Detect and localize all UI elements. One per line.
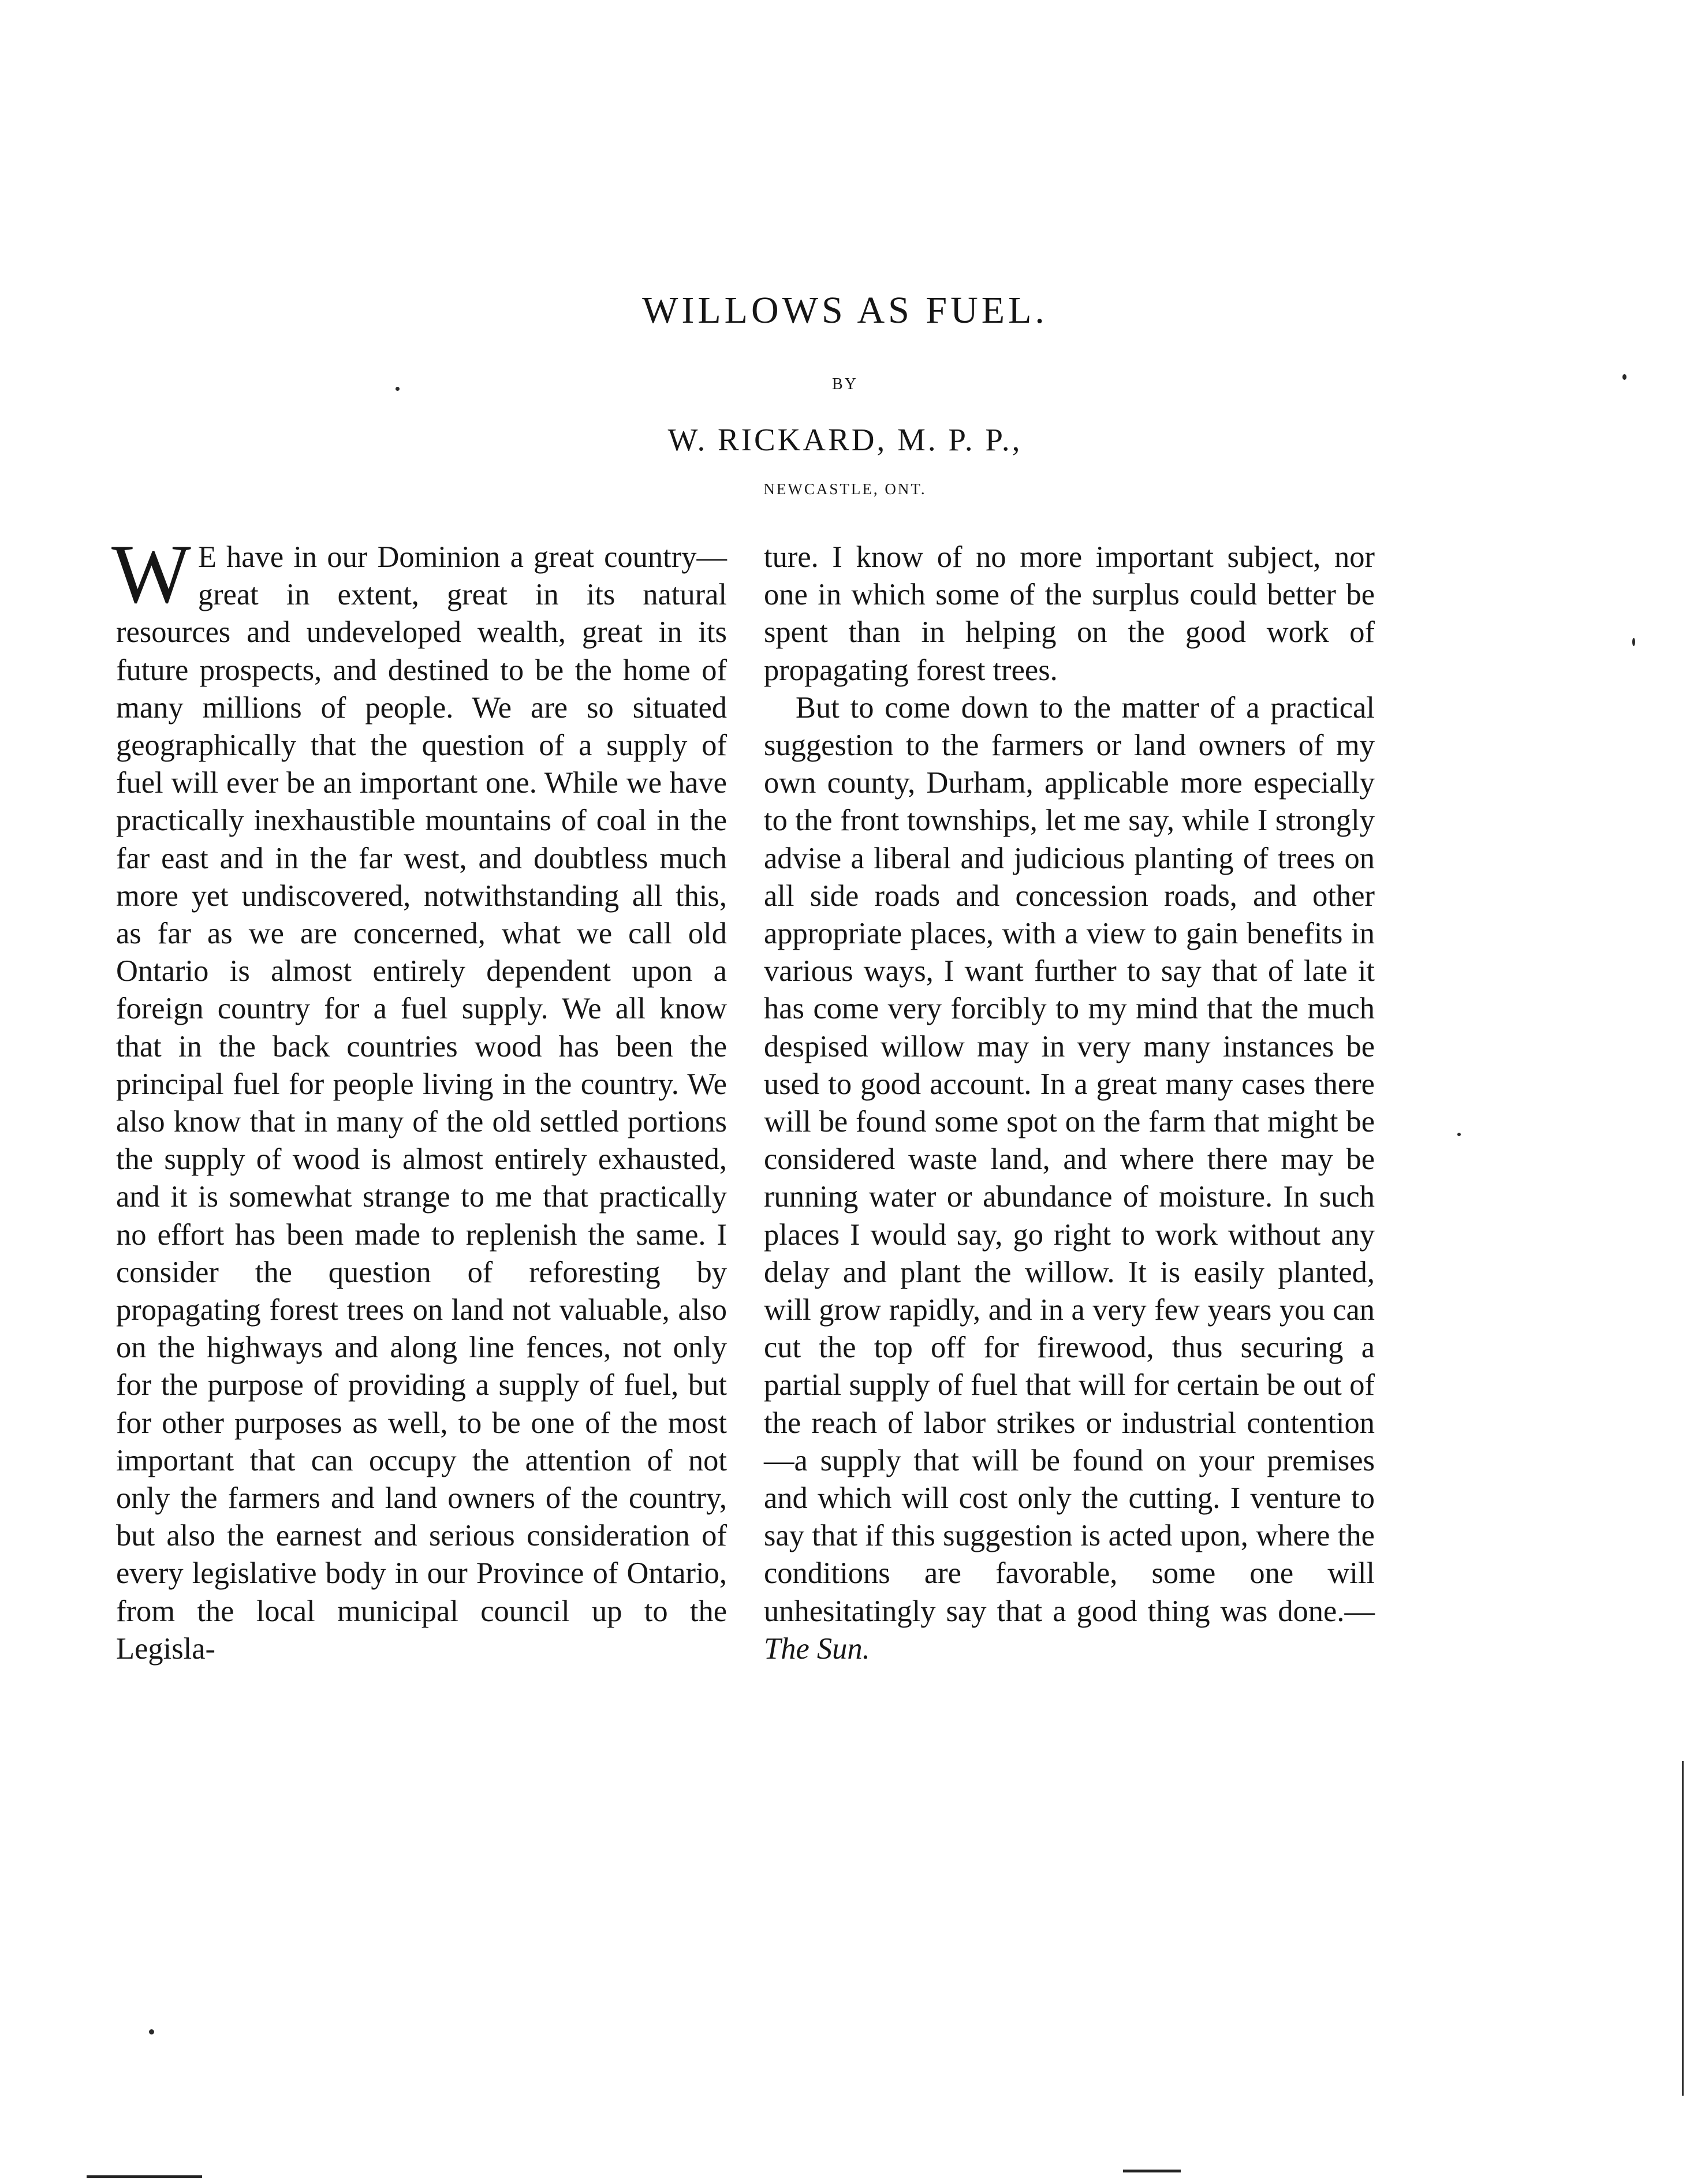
paragraph-suggestion-text: But to come down to the matter of a practical suggestion to the farmers or land owners of my own county, Durham, applicable more especially to the front townships, let me say, while I strongly advise a liberal and judicious planting of trees on all side roads and concession roads, and other appropriate places, with a view to gain benefits in various ways, I want further to say that of late it has come very forcibly to my mind that the much despised willow may in very many instances be used to good account. In a great many cases there will be found some spot on the farm that might be considered waste land, and where there may be running water or abundance of moisture. In such places I would say, go right to work without any delay and plant the willow. It is easily planted, will grow rapidly, and in a very few years you can cut the top off for firewood, thus securing a partial supply of fuel that will for certain be out of the reach of labor strikes or industrial contention—a supply that will be found on your premises and which will cost only the cutting. I venture to say that if this suggestion is acted upon, where the conditions are favorable, some one will unhesitatingly say that a good thing was done.— [764, 690, 1375, 1628]
author-location: NEWCASTLE, ONT. [763, 480, 927, 498]
author-name: W. RICKARD, M. P. P., [667, 422, 1023, 457]
scan-speck [1622, 374, 1626, 380]
paragraph-opening [111, 527, 727, 1668]
paragraph-opening-text: E have in our Dominion a great country—great in extent, great in its natural resources and undeveloped wealth, great in its future prospects, and destined to be the home of many millions of people. We are so situated geographically that the question of a supply of fuel will ever be an important one. While we have practically inexhaustible mountains of coal in the far east and in the far west, and doubtless much more yet undiscovered, notwithstanding all this, as far as we are concerned, what we call old Ontario is almost entirely dependent upon a foreign country for a fuel supply. We all know that in the back countries wood has been the principal fuel for people living in the country. We also know that in many of the old settled portions the supply of wood is almost entirely exhausted, and it is somewhat strange to me that practically no effort has been made to replenish the same. I consider the question of reforesting by propagating forest trees on land not valuable, also on the highways and along line fences, not only for the purpose of providing a supply of fuel, but for other purposes as well, to be one of the most important that can occupy the attention of not only the farmers and land owners of the country, but also the earnest and serious consideration of every legislative body in our Province of Ontario, from the local municipal council up to the Legisla- [116, 540, 727, 1666]
scan-speck [396, 387, 400, 391]
scan-speck [149, 2029, 154, 2034]
byline-prefix: BY [832, 375, 858, 393]
column-right [764, 539, 1375, 1668]
drop-cap: W [111, 527, 191, 621]
source-citation: The Sun. [764, 1632, 870, 1666]
scan-speck [1457, 1133, 1461, 1136]
paragraph-continuation: ture. I know of no more important subject, nor one in which some of the surplus could better be spent than in helping on the good work of propagating forest trees. [764, 540, 1375, 687]
paragraph-suggestion [764, 689, 1375, 1668]
column-left [111, 527, 727, 1668]
scan-mark [1123, 2170, 1181, 2172]
scan-mark [87, 2175, 202, 2178]
scan-edge [1682, 1761, 1684, 2096]
article-title: WILLOWS AS FUEL. [642, 289, 1048, 331]
scan-speck [1632, 638, 1635, 646]
